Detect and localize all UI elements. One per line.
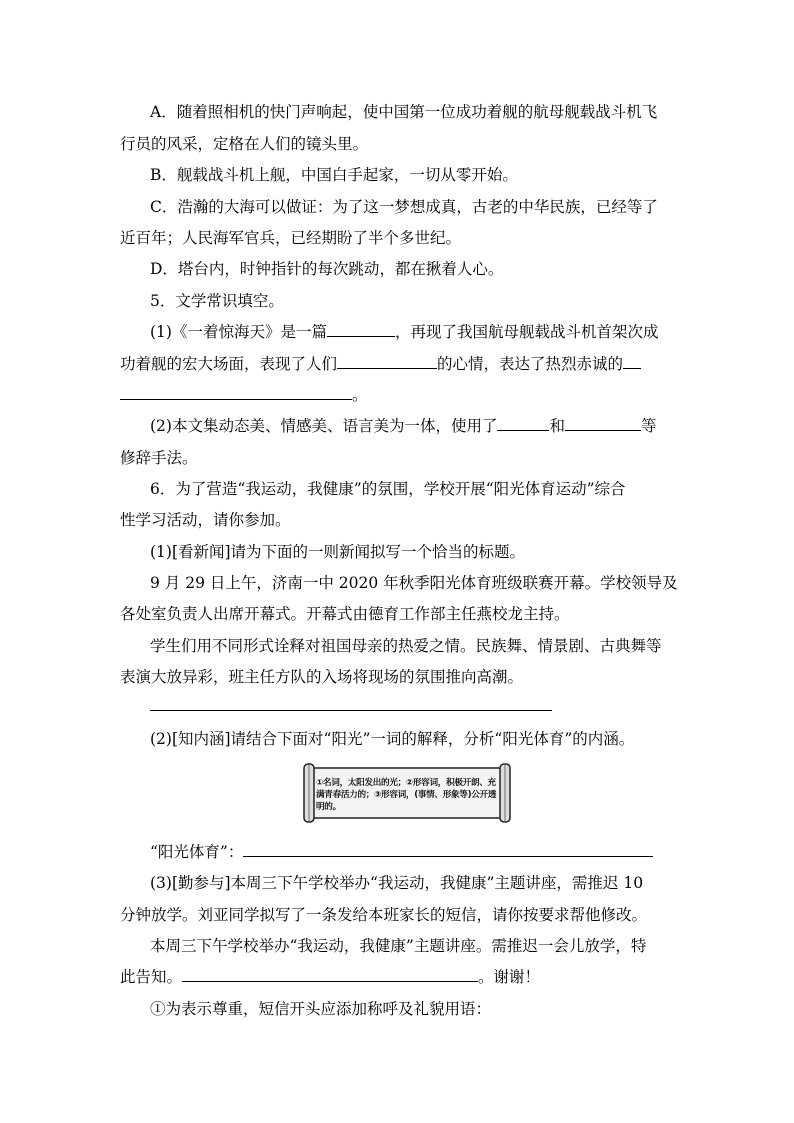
blank-emotion-start[interactable]: [623, 354, 641, 369]
q5-2-text-b: 和: [549, 417, 565, 435]
blank-genre[interactable]: [327, 322, 395, 337]
option-c-line2: 近百年；人民海军官兵，已经期盼了半个多世纪。: [120, 229, 462, 247]
headline-answer-line[interactable]: [150, 710, 552, 711]
question-6-3-line2: 分钟放学。刘亚同学拟写了一条发给本班家长的短信，请你按要求帮他修改。: [120, 906, 648, 924]
sms-draft-line1: 本周三下午学校举办“我运动，我健康”主题讲座。需推迟一会儿放学，特: [150, 937, 647, 955]
scroll-definition-box: [300, 762, 514, 824]
question-5-2-line2: 修辞手法。: [120, 449, 198, 467]
option-a-line2: 行员的风采，定格在人们的镜头里。: [120, 135, 369, 153]
sunshine-sports-label: “阳光体育”：: [150, 843, 244, 861]
question-6-2-prompt: (2)[知内涵]请结合下面对“阳光”一词的解释，分析“阳光体育”的内涵。: [150, 730, 635, 748]
sunshine-sports-answer: [150, 842, 675, 862]
news-paragraph1-line2: 各处室负责人出席开幕式。开幕式由德育工作部主任燕校龙主持。: [120, 605, 570, 623]
news-paragraph2-line2: 表演大放异彩，班主任方队的入场将现场的氛围推向高潮。: [120, 668, 524, 686]
sms-text-b: 。谢谢！: [478, 968, 541, 986]
q5-1-text-c: 功着舰的宏大场面，表现了人们: [120, 355, 338, 373]
blank-sms-reason[interactable]: [182, 967, 478, 982]
news-paragraph1-line1: 9 月 29 日上午，济南一中 2020 年秋季阳光体育班级联赛开幕。学校领导及: [150, 574, 678, 592]
sms-draft-line2: [120, 967, 675, 987]
question-6-3-line1: (3)[勤参与]本周三下午学校举办“我运动，我健康”主题讲座，需推迟 10: [150, 874, 644, 892]
q5-1-text-e: 。: [352, 386, 368, 404]
q5-1-text-a: (1)《一着惊海天》是一篇: [150, 323, 327, 341]
blank-rhetoric-2[interactable]: [565, 416, 641, 431]
blank-rhetoric-1[interactable]: [497, 416, 549, 431]
news-paragraph2-line1: 学生们用不同形式诠释对祖国母亲的热爱之情。民族舞、情景剧、古典舞等: [150, 637, 662, 655]
blank-emotion-end[interactable]: [120, 385, 352, 400]
sms-text-a: 此告知。: [120, 968, 183, 986]
scroll-definition-text: ①名词，太阳发出的光；②形容词，积极开朗、充满青春活力的；③形容词，(事情、形象等)公开透明的。: [316, 778, 497, 812]
question-5-1-line2: [120, 354, 675, 374]
question-6-line2: 性学习活动，请你参加。: [120, 511, 291, 529]
option-d: D．塔台内，时钟指针的每次跳动，都在揪着人心。: [150, 260, 504, 278]
question-6-1-prompt: (1)[看新闻]请为下面的一则新闻拟写一个恰当的标题。: [150, 543, 526, 561]
question-5-1-line1: [150, 322, 675, 342]
q5-2-text-c: 等: [640, 417, 657, 435]
option-c-line1: C．浩瀚的大海可以做证：为了这一梦想成真，古老的中华民族，已经等了: [150, 198, 658, 216]
question-5-1-line3: [120, 385, 675, 405]
question-5-title: 5．文学常识填空。: [150, 292, 284, 310]
q5-1-text-b: ，再现了我国航母舰载战斗机首架次成: [394, 323, 659, 341]
q5-1-text-d: 的心情，表达了热烈赤诚的: [437, 355, 624, 373]
blank-sunshine-meaning[interactable]: [243, 842, 653, 857]
blank-feeling[interactable]: [337, 354, 437, 369]
option-b: B．舰载战斗机上舰，中国白手起家，一切从零开始。: [150, 166, 518, 184]
option-a-line1: A．随着照相机的快门声响起，使中国第一位成功着舰的航母舰载战斗机飞: [150, 103, 658, 121]
question-6-line1: 6．为了营造“我运动，我健康”的氛围，学校开展“阳光体育运动”综合: [150, 480, 626, 498]
q5-2-text-a: (2)本文集动态美、情感美、语言美为一体，使用了: [150, 417, 498, 435]
question-5-2-line1: [150, 416, 675, 436]
sub-question-1: ①为表示尊重，短信开头应添加称呼及礼貌用语：: [150, 1000, 492, 1018]
